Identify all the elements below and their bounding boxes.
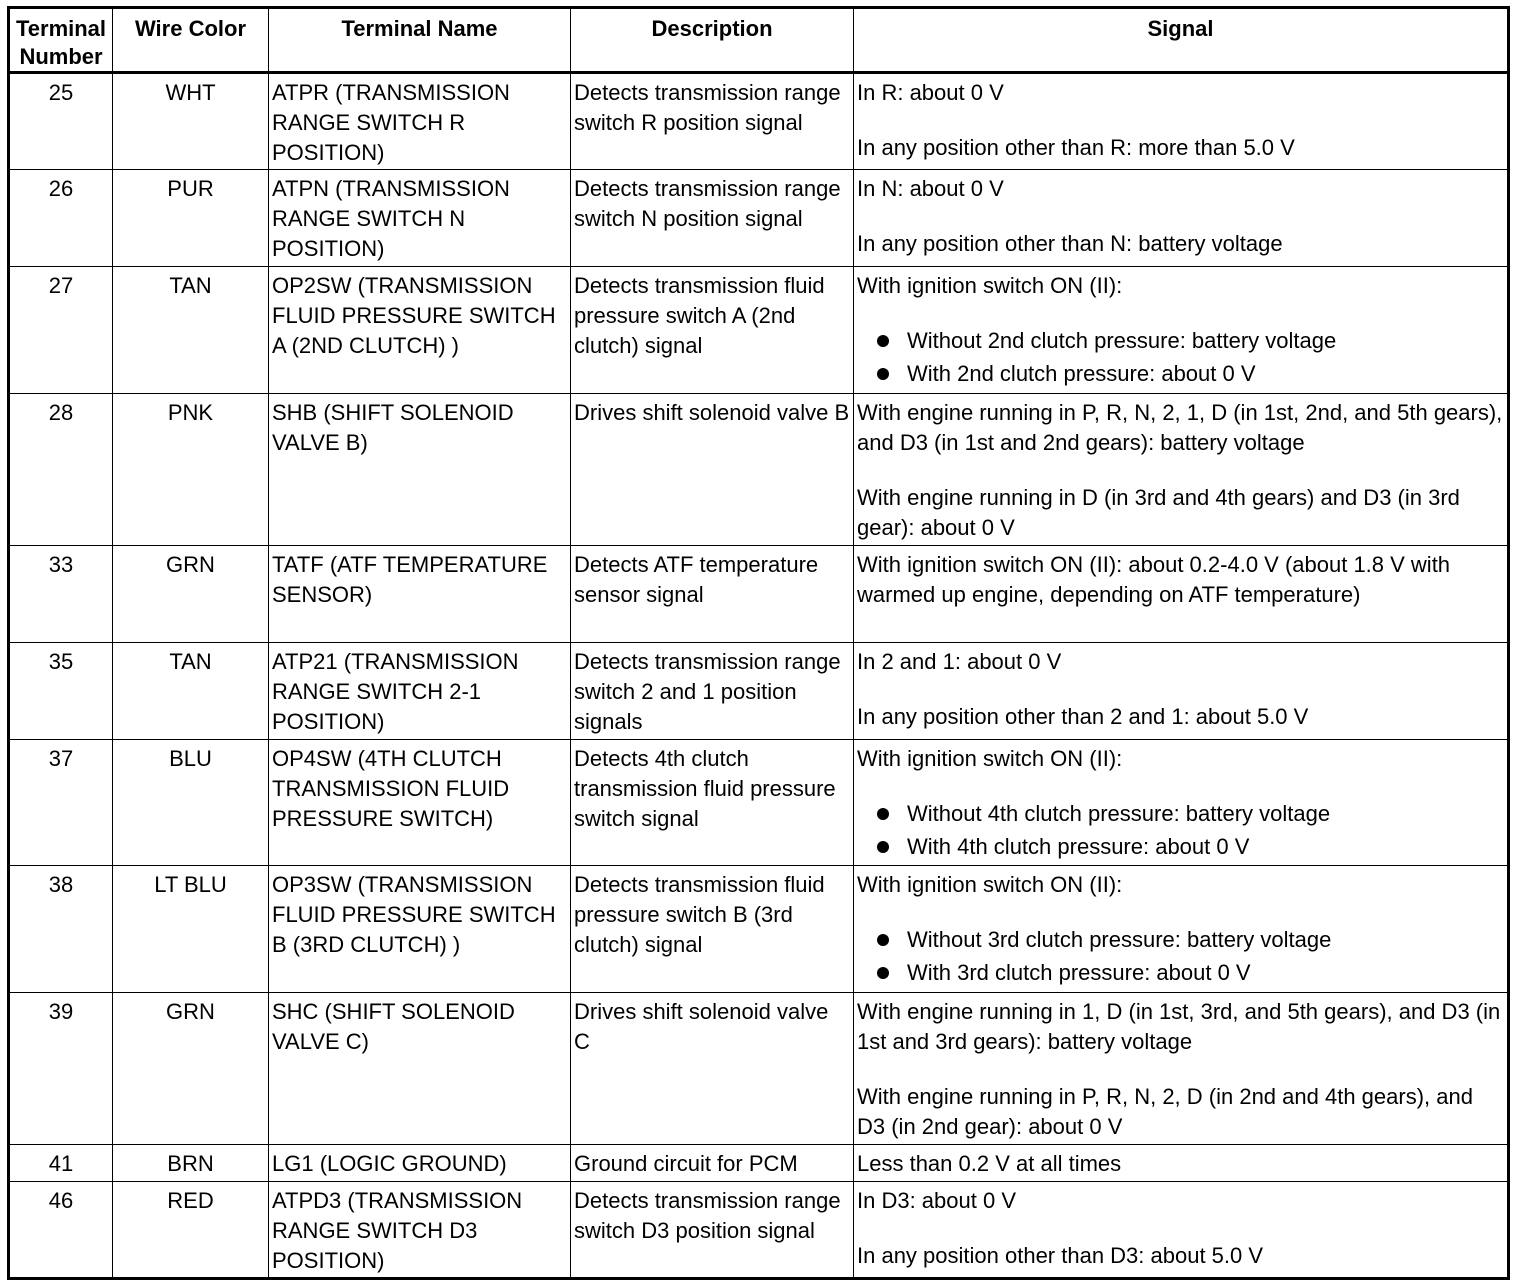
paragraph-gap: [857, 108, 1504, 133]
terminal-number-cell: 35: [9, 643, 113, 740]
wire-color-cell: TAN: [113, 267, 269, 394]
wire-color-cell: GRN: [113, 546, 269, 643]
wire-color-cell: RED: [113, 1182, 269, 1279]
header-terminal-name: Terminal Name: [269, 8, 571, 73]
header-description: Description: [571, 8, 854, 73]
description-cell: Drives shift solenoid valve B: [571, 394, 854, 546]
description-cell: Ground circuit for PCM: [571, 1145, 854, 1182]
header-wire-color: Wire Color: [113, 8, 269, 73]
terminal-number-cell: 33: [9, 546, 113, 643]
terminal-number-cell: 28: [9, 394, 113, 546]
wire-color-cell: PUR: [113, 170, 269, 267]
terminal-name-cell: ATPN (TRANSMISSION RANGE SWITCH N POSITION): [269, 170, 571, 267]
table-row: [9, 170, 1509, 267]
signal-cell: [854, 993, 1509, 1145]
table-row: [9, 267, 1509, 394]
signal-cell: [854, 866, 1509, 993]
paragraph-gap: [857, 204, 1504, 229]
description-cell: Detects transmission fluid pressure switch B (3rd clutch) signal: [571, 866, 854, 993]
terminal-number-cell: 26: [9, 170, 113, 267]
wire-color-cell: PNK: [113, 394, 269, 546]
signal-paragraph: In any position other than R: more than 5.0 V: [857, 135, 1295, 160]
signal-cell: [854, 394, 1509, 546]
signal-cell: [854, 73, 1509, 170]
signal-paragraph: With ignition switch ON (II):: [857, 273, 1123, 298]
terminal-number-cell: 41: [9, 1145, 113, 1182]
description-cell: Detects ATF temperature sensor signal: [571, 546, 854, 643]
terminal-number-cell: 38: [9, 866, 113, 993]
signal-cell: [854, 1145, 1509, 1182]
description-cell: Detects transmission range switch D3 position signal: [571, 1182, 854, 1279]
terminal-table: [7, 6, 1510, 1280]
table-row: [9, 1182, 1509, 1279]
description-cell: Detects transmission range switch R position signal: [571, 73, 854, 170]
terminal-name-cell: ATP21 (TRANSMISSION RANGE SWITCH 2-1 POSITION): [269, 643, 571, 740]
signal-bullet-list: [857, 326, 1504, 392]
signal-bullet-item: With 4th clutch pressure: about 0 V: [857, 832, 1504, 865]
paragraph-gap: [857, 1057, 1504, 1082]
wire-color-cell: WHT: [113, 73, 269, 170]
signal-paragraph: In 2 and 1: about 0 V: [857, 649, 1062, 674]
terminal-name-cell: ATPR (TRANSMISSION RANGE SWITCH R POSITION): [269, 73, 571, 170]
signal-bullet-item: Without 2nd clutch pressure: battery voltage: [857, 326, 1504, 359]
wire-color-cell: BLU: [113, 740, 269, 866]
signal-paragraph: In any position other than D3: about 5.0 V: [857, 1243, 1264, 1268]
table-row: [9, 993, 1509, 1145]
signal-cell: [854, 267, 1509, 394]
description-cell: Drives shift solenoid valve C: [571, 993, 854, 1145]
description-cell: Detects transmission fluid pressure switch A (2nd clutch) signal: [571, 267, 854, 394]
header-row: [9, 8, 1509, 73]
wire-color-cell: GRN: [113, 993, 269, 1145]
signal-cell: [854, 740, 1509, 866]
wire-color-cell: LT BLU: [113, 866, 269, 993]
description-cell: Detects transmission range switch 2 and 1 position signals: [571, 643, 854, 740]
terminal-name-cell: OP4SW (4TH CLUTCH TRANSMISSION FLUID PRESSURE SWITCH): [269, 740, 571, 866]
table-row: [9, 1145, 1509, 1182]
terminal-name-cell: OP2SW (TRANSMISSION FLUID PRESSURE SWITCH A (2ND CLUTCH) ): [269, 267, 571, 394]
signal-bullet-item: With 3rd clutch pressure: about 0 V: [857, 958, 1504, 991]
wire-color-cell: BRN: [113, 1145, 269, 1182]
signal-paragraph: With ignition switch ON (II):: [857, 746, 1123, 771]
table-row: [9, 394, 1509, 546]
table-row: [9, 643, 1509, 740]
table-row: [9, 740, 1509, 866]
description-cell: Detects transmission range switch N position signal: [571, 170, 854, 267]
signal-paragraph: With engine running in P, R, N, 2, D (in 2nd and 4th gears), and D3 (in 2nd gear): about 0 V: [857, 1084, 1473, 1139]
signal-paragraph: In any position other than 2 and 1: about 5.0 V: [857, 704, 1309, 729]
signal-paragraph: With engine running in D (in 3rd and 4th gears) and D3 (in 3rd gear): about 0 V: [857, 485, 1460, 540]
signal-paragraph: In D3: about 0 V: [857, 1188, 1016, 1213]
signal-paragraph: In any position other than N: battery voltage: [857, 231, 1283, 256]
header-terminal-number: Terminal Number: [9, 8, 113, 73]
wire-color-cell: TAN: [113, 643, 269, 740]
signal-bullet-list: [857, 799, 1504, 865]
signal-cell: [854, 546, 1509, 643]
terminal-name-cell: ATPD3 (TRANSMISSION RANGE SWITCH D3 POSITION): [269, 1182, 571, 1279]
signal-paragraph: With engine running in 1, D (in 1st, 3rd, and 5th gears), and D3 (in 1st and 3rd gears): battery voltage: [857, 999, 1501, 1054]
signal-bullet-item: Without 4th clutch pressure: battery voltage: [857, 799, 1504, 832]
signal-paragraph: With ignition switch ON (II): about 0.2-4.0 V (about 1.8 V with warmed up engine, depending on ATF temperature): [857, 552, 1451, 607]
terminal-name-cell: OP3SW (TRANSMISSION FLUID PRESSURE SWITCH B (3RD CLUTCH) ): [269, 866, 571, 993]
signal-paragraph: With engine running in P, R, N, 2, 1, D (in 1st, 2nd, and 5th gears), and D3 (in 1st and 2nd gears): battery voltage: [857, 400, 1503, 455]
signal-paragraph: In R: about 0 V: [857, 80, 1004, 105]
signal-cell: [854, 1182, 1509, 1279]
terminal-number-cell: 25: [9, 73, 113, 170]
terminal-name-cell: TATF (ATF TEMPERATURE SENSOR): [269, 546, 571, 643]
description-cell: Detects 4th clutch transmission fluid pressure switch signal: [571, 740, 854, 866]
table-body: [9, 73, 1509, 1279]
terminal-number-cell: 46: [9, 1182, 113, 1279]
table-row: [9, 546, 1509, 643]
table-row: [9, 866, 1509, 993]
signal-cell: [854, 170, 1509, 267]
paragraph-gap: [857, 1216, 1504, 1241]
paragraph-gap: [857, 677, 1504, 702]
terminal-number-cell: 37: [9, 740, 113, 866]
terminal-name-cell: SHB (SHIFT SOLENOID VALVE B): [269, 394, 571, 546]
terminal-number-cell: 27: [9, 267, 113, 394]
terminal-name-cell: SHC (SHIFT SOLENOID VALVE C): [269, 993, 571, 1145]
signal-bullet-item: Without 3rd clutch pressure: battery voltage: [857, 925, 1504, 958]
table-row: [9, 73, 1509, 170]
signal-cell: [854, 643, 1509, 740]
signal-bullet-list: [857, 925, 1504, 991]
terminal-name-cell: LG1 (LOGIC GROUND): [269, 1145, 571, 1182]
signal-paragraph: In N: about 0 V: [857, 176, 1004, 201]
signal-paragraph: Less than 0.2 V at all times: [857, 1151, 1122, 1176]
header-signal: Signal: [854, 8, 1509, 73]
signal-paragraph: With ignition switch ON (II):: [857, 872, 1123, 897]
signal-bullet-item: With 2nd clutch pressure: about 0 V: [857, 359, 1504, 392]
terminal-number-cell: 39: [9, 993, 113, 1145]
paragraph-gap: [857, 458, 1504, 483]
